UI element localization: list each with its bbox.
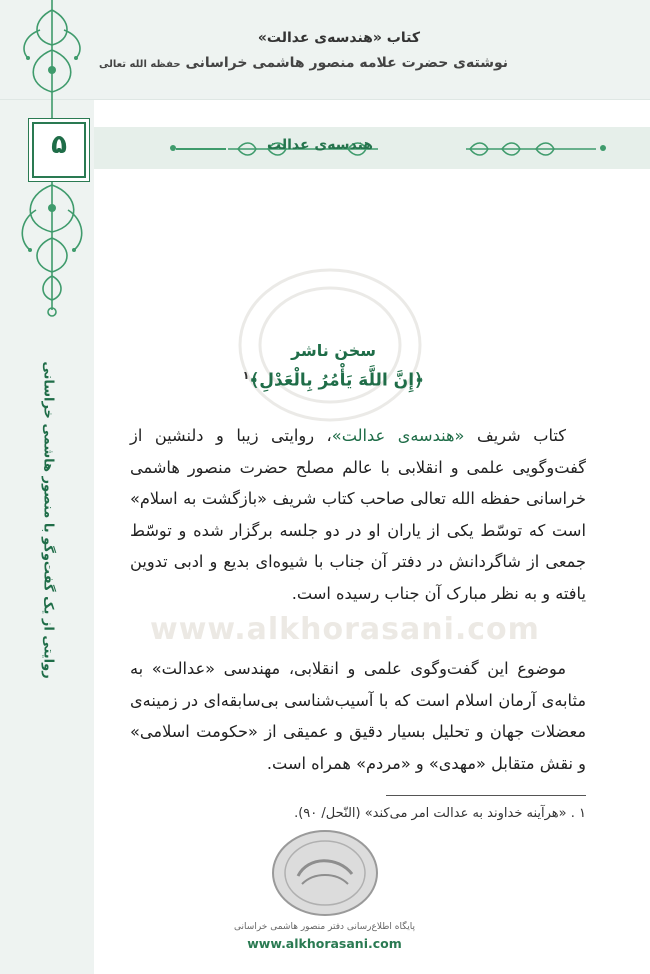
watermark-url: www.alkhorasani.com: [150, 612, 540, 647]
author-name: نوشته‌ی حضرت علامه منصور هاشمی خراسانی: [185, 55, 508, 71]
author-line: [99, 55, 508, 71]
footer-url: www.alkhorasani.com: [247, 936, 402, 951]
chapter-ornament-right-dot-icon: [600, 145, 606, 151]
paragraph-1-rest: ، روایتی زیبا و دلنشین از گفت‌وگویی علمی و انقلابی با عالم مصلح حضرت منصور هاشمی خراسانی حفظه الله تعالی صاحب کتاب شریف «بازگشت به اسلام» است که توسّط یکی از یاران او در دو جلسه برگزار شده و توسّط جمعی از شاگردانش در دفتر آن جناب با شیوه‌ای بدیع و ادبی تدوین یافته و به نظر مبارک آن جناب رسیده است.: [130, 426, 586, 603]
paragraph-1-start: کتاب شریف: [464, 426, 566, 445]
section-title: سخن ناشر: [291, 341, 376, 360]
chapter-title: هندسه‌ی عدالت: [267, 137, 373, 153]
book-name-highlight: «هندسه‌ی عدالت»: [331, 426, 465, 445]
side-title: روایتی از یک گفت‌وگو با منصور هاشمی خراسانی: [40, 361, 56, 679]
publisher-seal-icon: [268, 826, 382, 920]
header-band: [0, 0, 650, 100]
chapter-ornament-left-dot-icon: [170, 145, 176, 151]
quran-verse: [243, 369, 424, 391]
verse-text: ﴿إِنَّ اللَّهَ يَأْمُرُ بِالْعَدْلِ﴾: [249, 370, 424, 391]
footnote: ۱ . «هرآینه خداوند به عدالت امر می‌کند» (النّحل/ ۹۰).: [294, 806, 586, 821]
paragraph-2: موضوع این گفت‌وگوی علمی و انقلابی، مهندسی «عدالت» به مثابه‌ی آرمان اسلام است که با آسیب‌شناسی بی‌سابقه‌ای در زمینه‌ی معضلات جهان و تحلیل بسیار دقیق و عمیقی از «حکومت اسلامی» و نقش متقابل «مهدی» و «مردم» همراه است.: [130, 659, 586, 773]
book-title: کتاب «هندسه‌ی عدالت»: [257, 30, 420, 46]
chapter-ornament-right-leaves-icon: [466, 138, 596, 160]
footer-caption: پایگاه اطلاع‌رسانی دفتر منصور هاشمی خراسانی: [234, 922, 415, 932]
page-number-box: [32, 122, 86, 178]
author-honorific: حفظه الله تعالی: [99, 59, 181, 70]
paragraph-1: [130, 420, 586, 610]
verse-footnote-ref: ۱: [242, 369, 250, 382]
page-number: ۵: [51, 130, 67, 160]
chapter-ornament-left-line: [176, 148, 226, 150]
footnote-divider: [386, 795, 586, 796]
